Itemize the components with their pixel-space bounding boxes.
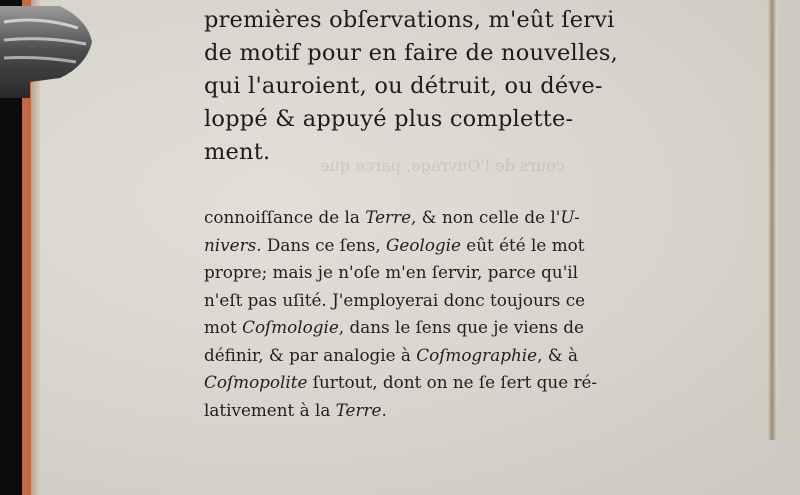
footnote-line: n'eſt pas uſité. J'employerai donc toujours ce bbox=[204, 289, 586, 310]
facing-page-edge bbox=[778, 0, 800, 495]
footnote-line: nivers. Dans ce ſens, Geologie eût été le mot bbox=[204, 234, 585, 255]
text-line: premières obſervations, m'eût ſervi bbox=[204, 7, 615, 33]
footnote-line: propre; mais je n'oſe m'en ſervir, parce qu'il bbox=[204, 262, 579, 282]
text-line: loppé & appuyé plus complette- bbox=[204, 106, 574, 132]
footnote-paragraph bbox=[204, 204, 632, 424]
text-line: ment. bbox=[204, 139, 271, 165]
page-fold-crease bbox=[768, 0, 776, 440]
text-line: qui l'auroient, ou détruit, ou déve- bbox=[204, 73, 603, 99]
main-paragraph bbox=[204, 4, 632, 169]
text-line: de motif pour en faire de nouvelles, bbox=[204, 40, 618, 66]
footnote-line: Coſmopolite ſurtout, dont on ne ſe ſert que ré- bbox=[204, 372, 598, 392]
footnote-line: mot Coſmologie, dans le ſens que je viens de bbox=[204, 317, 584, 337]
footnote-line: connoiſſance de la Terre, & non celle de l'U- bbox=[204, 207, 580, 227]
bleed-through-text: cours de l'Ouvrage, parce que bbox=[320, 156, 565, 175]
footnote-line: lativement à la Terre. bbox=[204, 399, 387, 420]
metal-clip-icon bbox=[0, 0, 92, 98]
footnote-line: définir, & par analogie à Coſmographie, & à bbox=[204, 344, 579, 365]
